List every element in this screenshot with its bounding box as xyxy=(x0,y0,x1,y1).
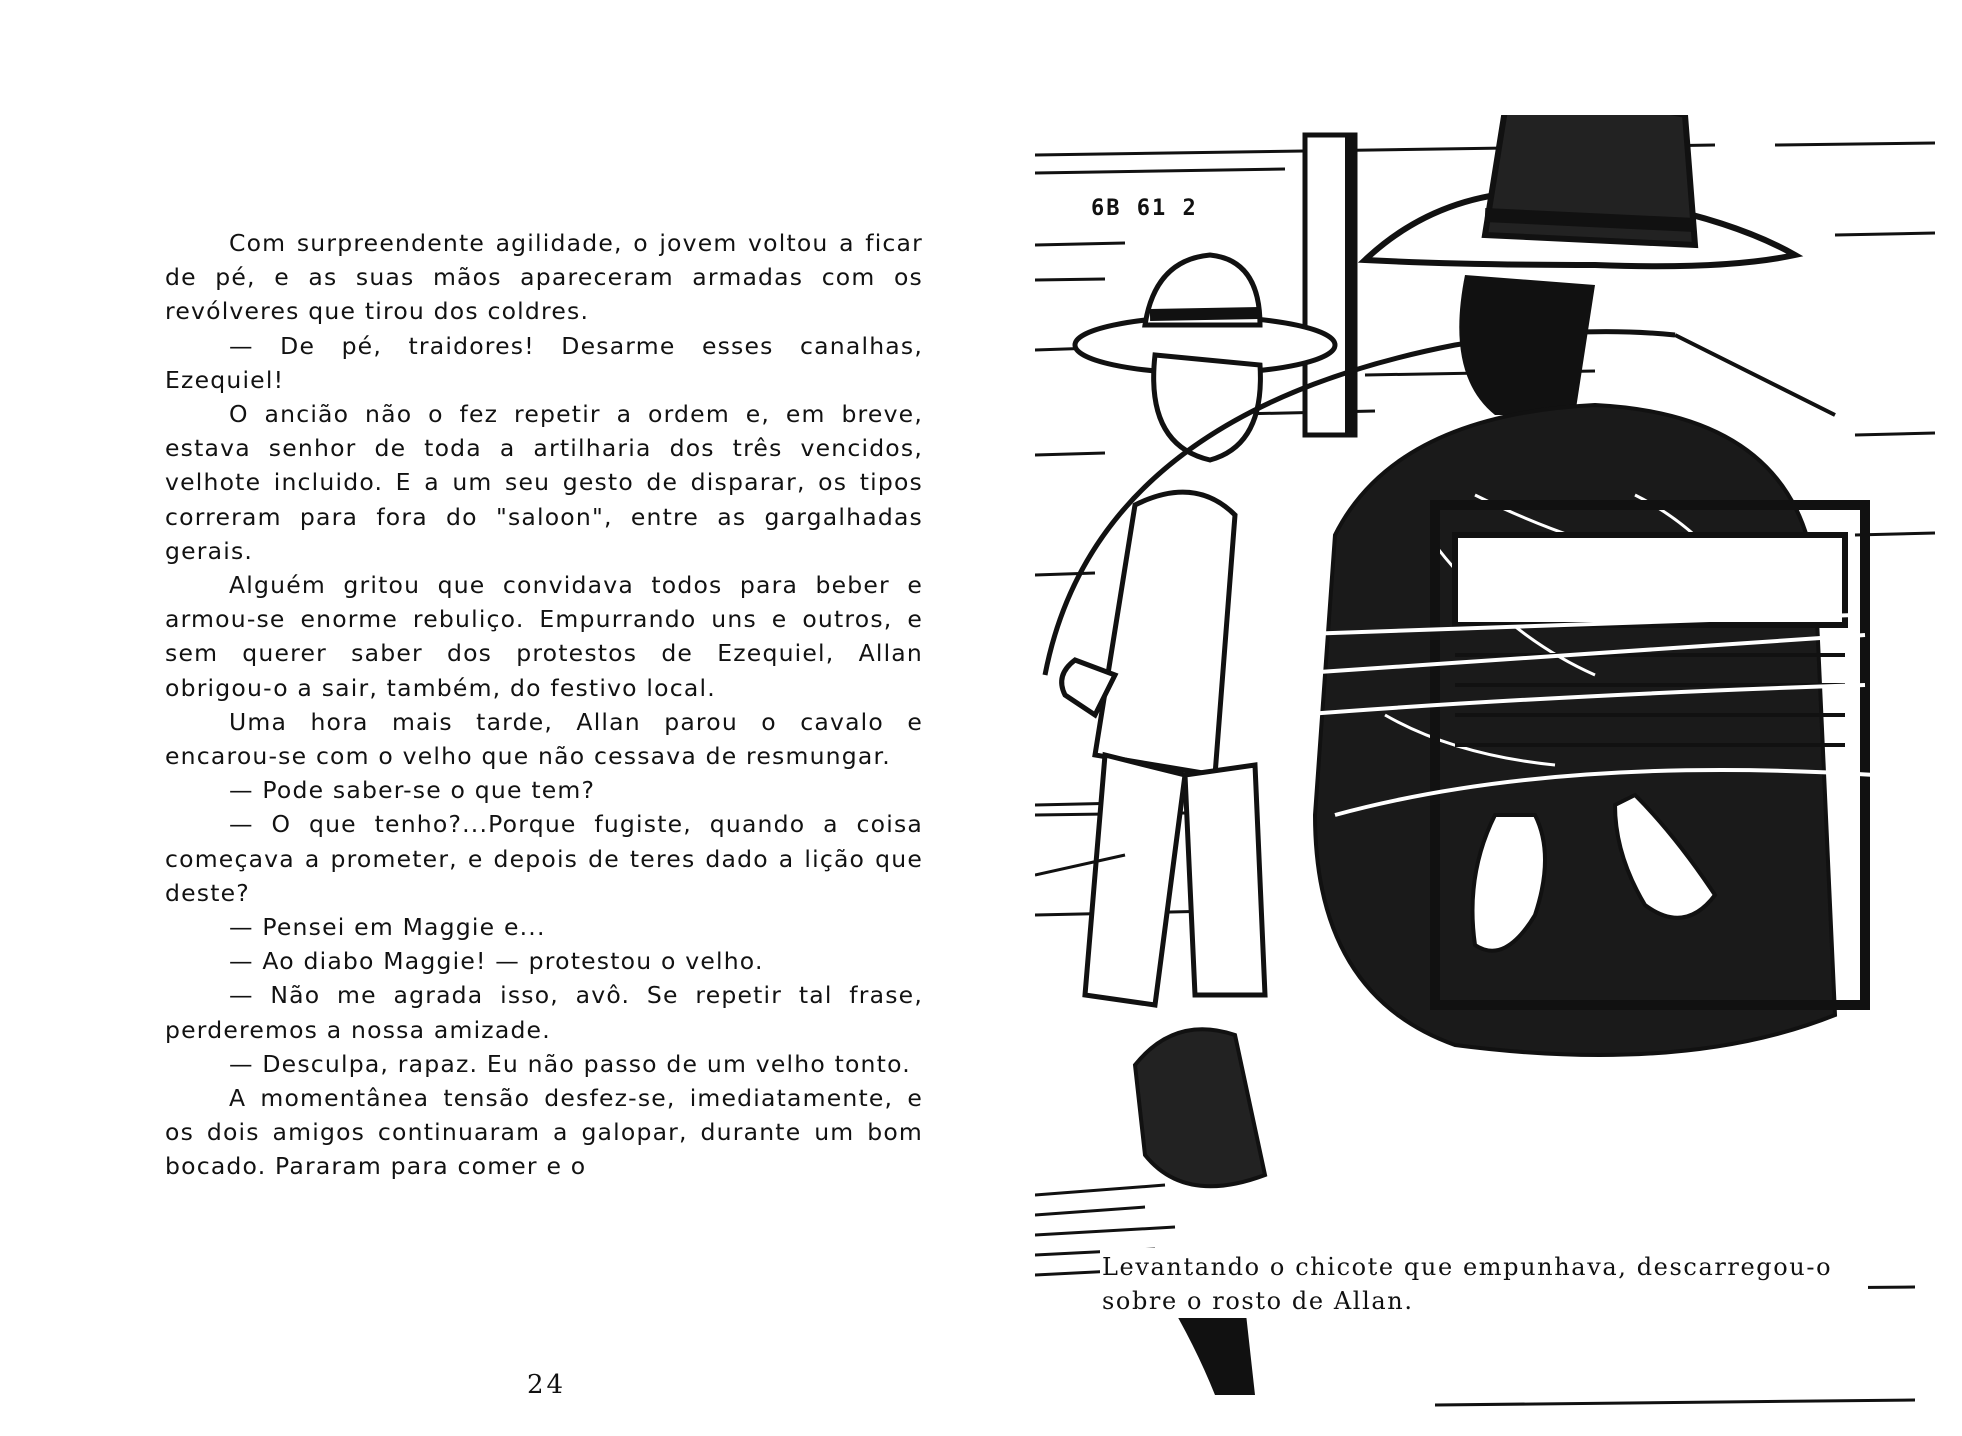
paragraph: — Não me agrada isso, avô. Se repetir tal frase, perderemos a nossa amizade. xyxy=(165,981,923,1044)
illustration-code-label: 6B 61 2 xyxy=(1087,196,1202,221)
right-page xyxy=(990,0,1962,1436)
paragraph: — Ao diabo Maggie! — protestou o velho. xyxy=(229,947,764,976)
paragraph: — Desculpa, rapaz. Eu não passo de um velho tonto. xyxy=(229,1049,911,1078)
paragraph: Com surpreendente agilidade, o jovem voltou a ficar de pé, e as suas mãos apareceram armadas com os revólveres que tirou dos coldres. xyxy=(165,229,923,326)
paragraph: — De pé, traidores! Desarme esses canalhas, Ezequiel! xyxy=(165,331,923,394)
paragraph: — Pensei em Maggie e... xyxy=(229,913,546,942)
page-number: 24 xyxy=(527,1370,567,1400)
story-text xyxy=(165,226,923,1184)
paragraph: — O que tenho?...Porque fugiste, quando a coisa começava a prometer, e depois de teres dado a lição que deste? xyxy=(165,810,923,907)
paragraph: O ancião não o fez repetir a ordem e, em breve, estava senhor de toda a artilharia dos três vencidos, velhote incluido. E a um seu gesto de disparar, os tipos correram para fora do "saloon", entre as gargalhadas gerais. xyxy=(165,400,923,565)
comic-illustration xyxy=(1035,115,1940,1425)
illustration-caption: Levantando o chicote que empunhava, descarregou-o sobre o rosto de Allan. xyxy=(1100,1248,1868,1318)
paragraph: Alguém gritou que convidava todos para beber e armou-se enorme rebuliço. Empurrando uns e outros, e sem querer saber dos protestos de Ezequiel, Allan obrigou-o a sair, também, do festivo local. xyxy=(165,571,923,702)
paragraph: — Pode saber-se o que tem? xyxy=(229,776,596,805)
paragraph: A momentânea tensão desfez-se, imediatamente, e os dois amigos continuaram a galopar, durante um bom bocado. Pararam para comer e o xyxy=(165,1084,923,1181)
illustration-art xyxy=(1035,115,1940,1425)
paragraph: Uma hora mais tarde, Allan parou o cavalo e encarou-se com o velho que não cessava de resmungar. xyxy=(165,707,923,771)
